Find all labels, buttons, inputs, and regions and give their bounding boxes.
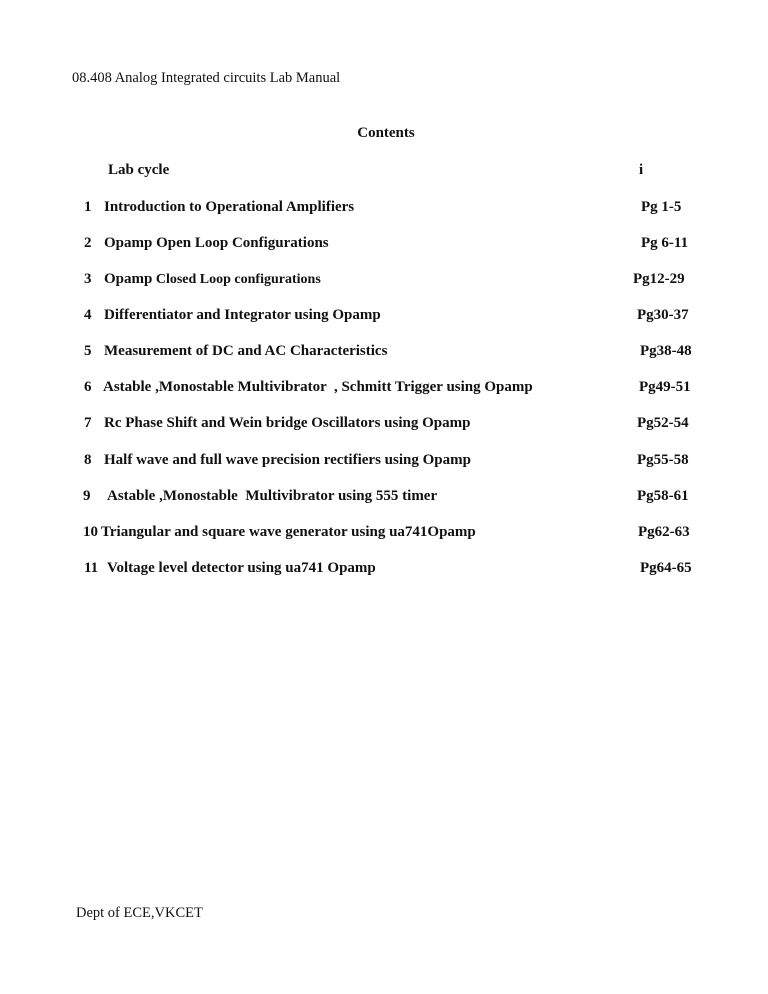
toc-page: Pg58-61 (637, 488, 689, 504)
toc-title: Rc Phase Shift and Wein bridge Oscillators using Opamp (104, 415, 471, 431)
toc-title: Astable ,Monostable Multivibrator , Schmitt Trigger using Opamp (103, 379, 533, 395)
toc-row (0, 524, 768, 544)
toc-row (0, 199, 768, 219)
toc-page: Pg38-48 (640, 343, 692, 359)
toc-page: Pg 6-11 (641, 235, 689, 251)
toc-title: Measurement of DC and AC Characteristics (104, 343, 388, 359)
toc-page: i (639, 162, 644, 178)
toc-row (0, 271, 768, 291)
toc-title-part: Opamp (104, 271, 153, 287)
toc-row (0, 235, 768, 255)
toc-page: Pg49-51 (639, 379, 691, 395)
toc-title: Voltage level detector using ua741 Opamp (107, 560, 376, 576)
toc-title (104, 271, 321, 288)
toc-page: Pg 1-5 (641, 199, 682, 215)
toc-title: Triangular and square wave generator using ua741Opamp (101, 524, 476, 540)
toc-title: Half wave and full wave precision rectifiers using Opamp (104, 452, 471, 468)
toc-number: 2 (84, 235, 92, 251)
toc-row (0, 488, 768, 508)
page-header: 08.408 Analog Integrated circuits Lab Manual (72, 70, 341, 86)
toc-row-lab-cycle (0, 162, 768, 182)
toc-row (0, 307, 768, 327)
toc-row (0, 415, 768, 435)
toc-number: 10 (83, 524, 98, 540)
toc-row (0, 379, 768, 399)
toc-title-part: Closed Loop configurations (152, 272, 321, 287)
toc-number: 5 (84, 343, 92, 359)
page-footer: Dept of ECE,VKCET (76, 905, 203, 921)
toc-title: Opamp Open Loop Configurations (104, 235, 329, 251)
toc-page: Pg55-58 (637, 452, 689, 468)
toc-page: Pg30-37 (637, 307, 689, 323)
toc-page: Pg12-29 (633, 271, 685, 287)
toc-page: Pg62-63 (638, 524, 690, 540)
toc-number: 8 (84, 452, 92, 468)
toc-number: 6 (84, 379, 92, 395)
toc-page: Pg64-65 (640, 560, 692, 576)
toc-title: Introduction to Operational Amplifiers (104, 199, 355, 215)
toc-title: Differentiator and Integrator using Opamp (104, 307, 381, 323)
toc-number: 11 (84, 560, 99, 576)
toc-title: Lab cycle (108, 162, 170, 178)
toc-number: 9 (83, 488, 91, 504)
toc-page: Pg52-54 (637, 415, 689, 431)
toc-number: 7 (84, 415, 92, 431)
toc-number: 3 (84, 271, 92, 287)
toc-row (0, 343, 768, 363)
contents-title: Contents (357, 125, 415, 141)
toc-row (0, 452, 768, 472)
toc-number: 1 (84, 199, 92, 215)
toc-row (0, 560, 768, 580)
toc-title: Astable ,Monostable Multivibrator using 555 timer (107, 488, 438, 504)
toc-number: 4 (84, 307, 92, 323)
